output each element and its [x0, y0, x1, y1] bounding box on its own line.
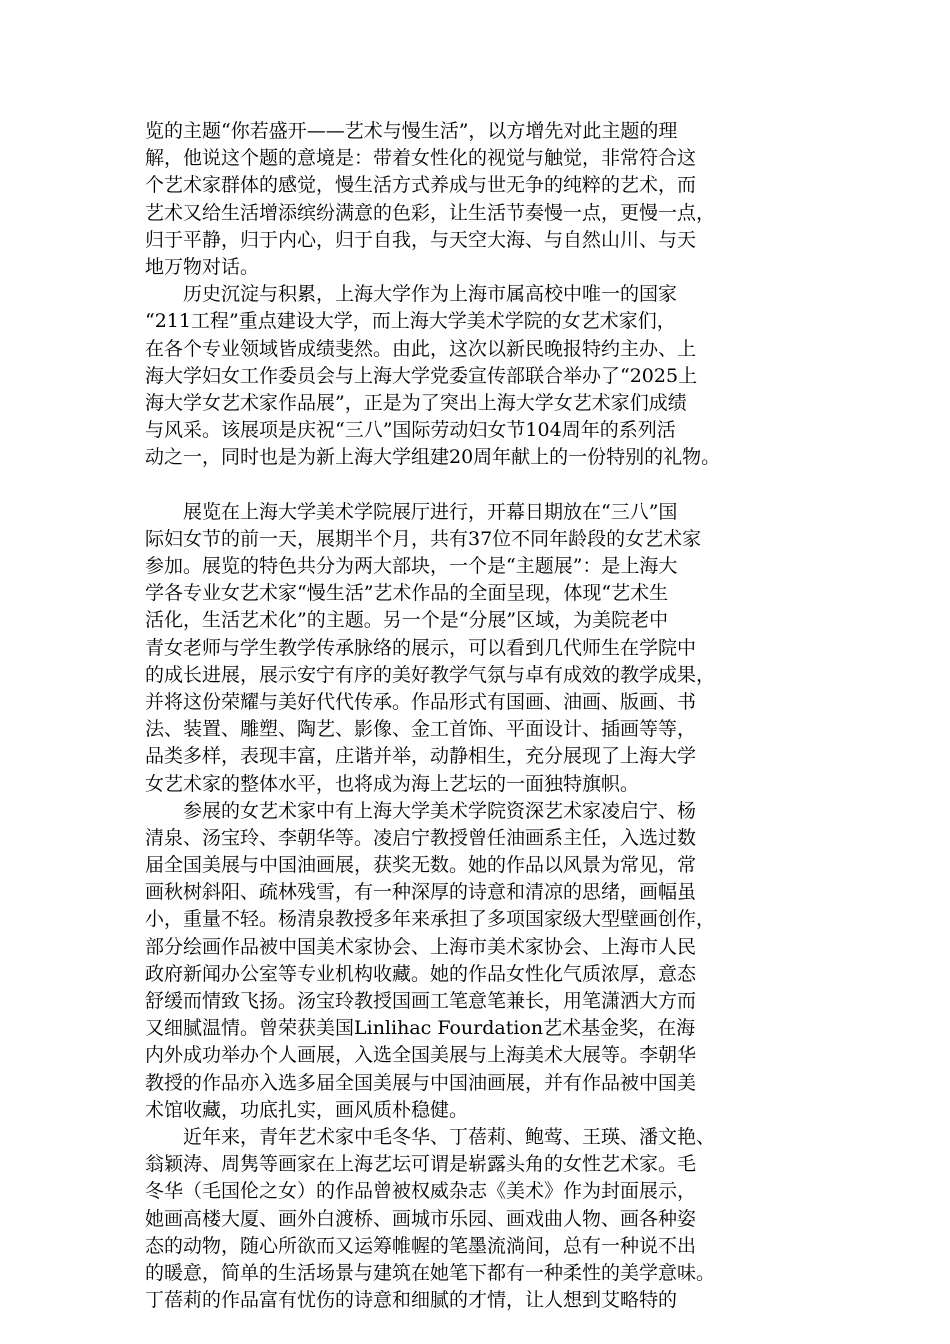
text-line: 参加。展览的特色共分为两大部块，一个是“主题展”：是上海大 — [145, 555, 678, 577]
text-line: 活化，生活艺术化”的主题。另一个是“分展”区域，为美院老中 — [145, 609, 669, 632]
text-line: 与风采。该展项是庆祝“三八”国际劳动妇女节104周年的系列活 — [145, 419, 676, 442]
article-body — [145, 118, 825, 1314]
text-line: 舒缓而情致飞扬。汤宝玲教授国画工笔意笔兼长，用笔潇洒大方而 — [145, 990, 697, 1012]
text-line: 女艺术家的整体水平，也将成为海上艺坛的一面独特旗帜。 — [145, 772, 640, 795]
text-line: 部分绘画作品被中国美术家协会、上海市美术家协会、上海市人民 — [145, 935, 697, 958]
text-line: 历史沉淀与积累，上海大学作为上海市属高校中唯一的国家 — [145, 283, 678, 306]
text-line: 归于平静，归于内心，归于自我，与天空大海、与自然山川、与天 — [145, 228, 697, 251]
text-line: 态的动物，随心所欲而又运筹帷幄的笔墨流淌间，总有一种说不出 — [145, 1234, 697, 1257]
text-line: 览的主题“你若盛开——艺术与慢生活”，以方增先对此主题的理 — [145, 120, 678, 142]
text-line: 冬华（毛国伦之女）的作品曾被权威杂志《美术》作为封面展示， — [145, 1180, 697, 1203]
text-line: 她画高楼大厦、画外白渡桥、画城市乐园、画戏曲人物、画各种姿 — [145, 1207, 697, 1230]
text-line: 参展的女艺术家中有上海大学美术学院资深艺术家凌启宁、杨 — [145, 799, 697, 822]
text-line: 解，他说这个题的意境是：带着女性化的视觉与触觉，非常符合这 — [145, 147, 697, 170]
text-line: 在各个专业领域皆成绩斐然。由此，这次以新民晚报特约主办、上 — [145, 337, 697, 360]
text-line: 小，重量不轻。杨清泉教授多年来承担了多项国家级大型壁画创作， — [145, 908, 716, 931]
text-line: “211工程”重点建设大学，而上海大学美术学院的女艺术家们， — [145, 310, 676, 333]
text-line: 地万物对话。 — [145, 255, 260, 278]
text-line: 法、装置、雕塑、陶艺、影像、金工首饰、平面设计、插画等等， — [145, 718, 697, 741]
text-line: 学各专业女艺术家“慢生活”艺术作品的全面呈现，体现“艺术生 — [145, 582, 669, 605]
text-line: 际妇女节的前一天，展期半个月，共有37位不同年龄段的女艺术家 — [145, 527, 702, 550]
text-line: 青女老师与学生教学传承脉络的展示，可以看到几代师生在学院中 — [145, 636, 697, 659]
text-line: 近年来，青年艺术家中毛冬华、丁蓓莉、鲍莺、王瑛、潘文艳、 — [145, 1125, 716, 1148]
text-line: 动之一，同时也是为新上海大学组建20周年献上的一份特别的礼物。 — [145, 446, 721, 469]
text-line: 并将这份荣耀与美好代代传承。作品形式有国画、油画、版画、书 — [145, 690, 697, 713]
text-line: 的暖意，简单的生活场景与建筑在她笔下都有一种柔性的美学意味。 — [145, 1261, 716, 1284]
text-line: 展览在上海大学美术学院展厅进行，开幕日期放在“三八”国 — [145, 500, 678, 523]
text-line: 术馆收藏，功底扎实，画风质朴稳健。 — [145, 1098, 469, 1121]
blank-line — [145, 471, 825, 498]
text-line: 海大学妇女工作委员会与上海大学党委宣传部联合举办了“2025上 — [145, 364, 698, 387]
text-line: 的成长进展，展示安宁有序的美好教学气氛与卓有成效的教学成果， — [145, 663, 716, 686]
text-line: 又细腻温情。曾荣获美国Linlihac Fourdation艺术基金奖，在海 — [145, 1017, 696, 1040]
text-line: 海大学女艺术家作品展”，正是为了突出上海大学女艺术家们成绩 — [145, 391, 687, 414]
text-line: 内外成功举办个人画展，入选全国美展与上海美术大展等。李朝华 — [145, 1044, 697, 1067]
text-line: 届全国美展与中国油画展，获奖无数。她的作品以风景为常见，常 — [145, 854, 697, 877]
text-line: 个艺术家群体的感觉，慢生活方式养成与世无争的纯粹的艺术，而 — [145, 174, 697, 197]
text-line: 清泉、汤宝玲、李朝华等。凌启宁教授曾任油画系主任，入选过数 — [145, 826, 697, 849]
text-line: 翁颖涛、周隽等画家在上海艺坛可谓是崭露头角的女性艺术家。毛 — [145, 1153, 697, 1176]
text-line: 画秋树斜阳、疏林残雪，有一种深厚的诗意和清凉的思绪，画幅虽 — [145, 881, 697, 904]
text-line: 丁蓓莉的作品富有忧伤的诗意和细腻的才情，让人想到艾略特的 — [145, 1289, 678, 1312]
text-line: 艺术又给生活增添缤纷满意的色彩，让生活节奏慢一点，更慢一点， — [145, 201, 716, 224]
text-line: 政府新闻办公室等专业机构收藏。她的作品女性化气质浓厚，意态 — [145, 962, 697, 985]
text-line: 品类多样，表现丰富，庄谐并举，动静相生，充分展现了上海大学 — [145, 745, 697, 768]
text-line: 教授的作品亦入选多届全国美展与中国油画展，并有作品被中国美 — [145, 1071, 697, 1094]
